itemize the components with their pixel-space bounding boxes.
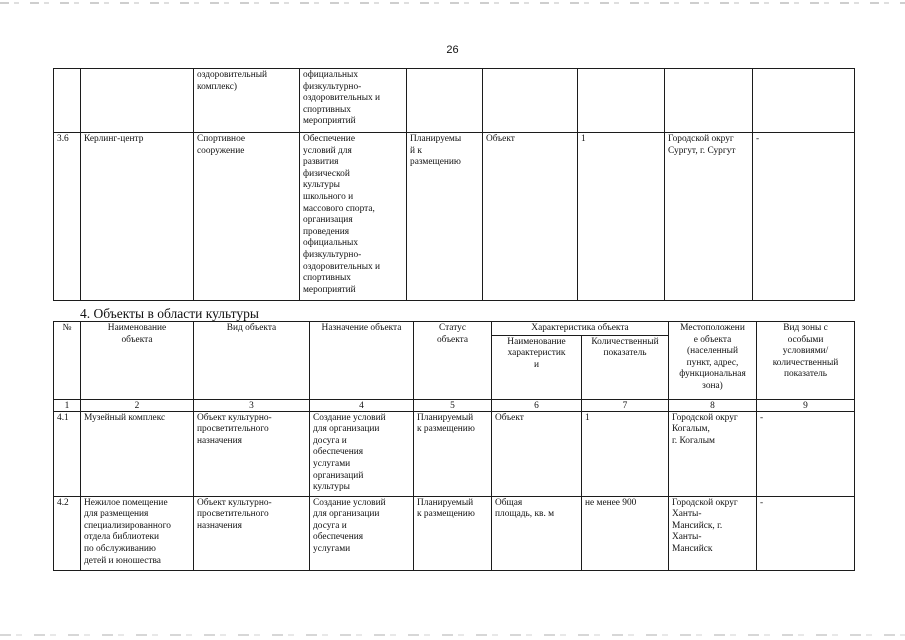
cell-status <box>407 69 483 133</box>
page-number: 26 <box>446 44 459 56</box>
cell-char-value: не менее 900 <box>582 496 669 570</box>
cell-name: Музейный комплекс <box>81 411 194 496</box>
cell-name: Нежилое помещение для размещения специализированного отдела библиотеки по обслуживанию детей и юношества <box>81 496 194 570</box>
column-number: 4 <box>310 399 414 411</box>
cell-location: Городской округ Когалым, г. Когалым <box>669 411 757 496</box>
cell-zone: - <box>757 411 855 496</box>
table-row <box>54 69 855 133</box>
cell-purpose: Создание условий для организации досуга и обеспечения услугами организаций культуры <box>310 411 414 496</box>
column-number: 3 <box>194 399 310 411</box>
header-type: Вид объекта <box>194 322 310 400</box>
cell-type: Объект культурно- просветительного назначения <box>194 496 310 570</box>
cell-type: Объект культурно- просветительного назначения <box>194 411 310 496</box>
cell-zone: - <box>757 496 855 570</box>
sports-objects-table-continued <box>53 68 855 301</box>
cell-status: Планируемый к размещению <box>414 496 492 570</box>
cell-type: оздоровительный комплекс) <box>194 69 300 133</box>
column-number: 7 <box>582 399 669 411</box>
header-status: Статус объекта <box>414 322 492 400</box>
header-num: № <box>54 322 81 400</box>
culture-objects-table <box>53 321 855 571</box>
scan-noise-top <box>0 2 905 4</box>
cell-status: Планируемы й к размещению <box>407 133 483 301</box>
cell-char-value <box>578 69 665 133</box>
scan-noise-bottom <box>0 634 905 636</box>
cell-purpose: Создание условий для организации досуга и обеспечения услугами <box>310 496 414 570</box>
cell-name: Керлинг-центр <box>81 133 194 301</box>
header-purpose: Назначение объекта <box>310 322 414 400</box>
cell-location <box>665 69 753 133</box>
cell-location: Городской округ Сургут, г. Сургут <box>665 133 753 301</box>
cell-num: 4.1 <box>54 411 81 496</box>
column-number: 2 <box>81 399 194 411</box>
cell-location: Городской округ Ханты- Мансийск, г. Ханты- Мансийск <box>669 496 757 570</box>
cell-zone: - <box>753 133 855 301</box>
header-location: Местоположени е объекта (населенный пункт, адрес, функциональная зона) <box>669 322 757 400</box>
header-name: Наименование объекта <box>81 322 194 400</box>
table-row <box>54 411 855 496</box>
cell-name <box>81 69 194 133</box>
cell-char-name: Объект <box>492 411 582 496</box>
column-number: 9 <box>757 399 855 411</box>
cell-num <box>54 69 81 133</box>
column-number: 8 <box>669 399 757 411</box>
table-row <box>54 133 855 301</box>
header-zone: Вид зоны с особыми условиями/ количественный показатель <box>757 322 855 400</box>
column-number-row <box>54 399 855 411</box>
header-characteristics: Характеристика объекта <box>492 322 669 336</box>
cell-num: 4.2 <box>54 496 81 570</box>
cell-char-value: 1 <box>578 133 665 301</box>
cell-purpose: Обеспечение условий для развития физической культуры школьного и массового спорта, организация проведения официальных физкультурно- оздоровительных и спортивных мероприятий <box>300 133 407 301</box>
column-number: 1 <box>54 399 81 411</box>
cell-char-name <box>483 69 578 133</box>
cell-status: Планируемый к размещению <box>414 411 492 496</box>
cell-num: 3.6 <box>54 133 81 301</box>
cell-char-name: Объект <box>483 133 578 301</box>
column-number: 6 <box>492 399 582 411</box>
cell-purpose: официальных физкультурно- оздоровительных и спортивных мероприятий <box>300 69 407 133</box>
table-row <box>54 496 855 570</box>
column-number: 5 <box>414 399 492 411</box>
header-char-name: Наименование характеристик и <box>492 335 582 399</box>
section-title: 4. Объекты в области культуры <box>80 306 259 321</box>
header-row <box>54 322 855 336</box>
cell-char-value: 1 <box>582 411 669 496</box>
cell-char-name: Общая площадь, кв. м <box>492 496 582 570</box>
cell-zone <box>753 69 855 133</box>
cell-type: Спортивное сооружение <box>194 133 300 301</box>
header-char-value: Количественный показатель <box>582 335 669 399</box>
